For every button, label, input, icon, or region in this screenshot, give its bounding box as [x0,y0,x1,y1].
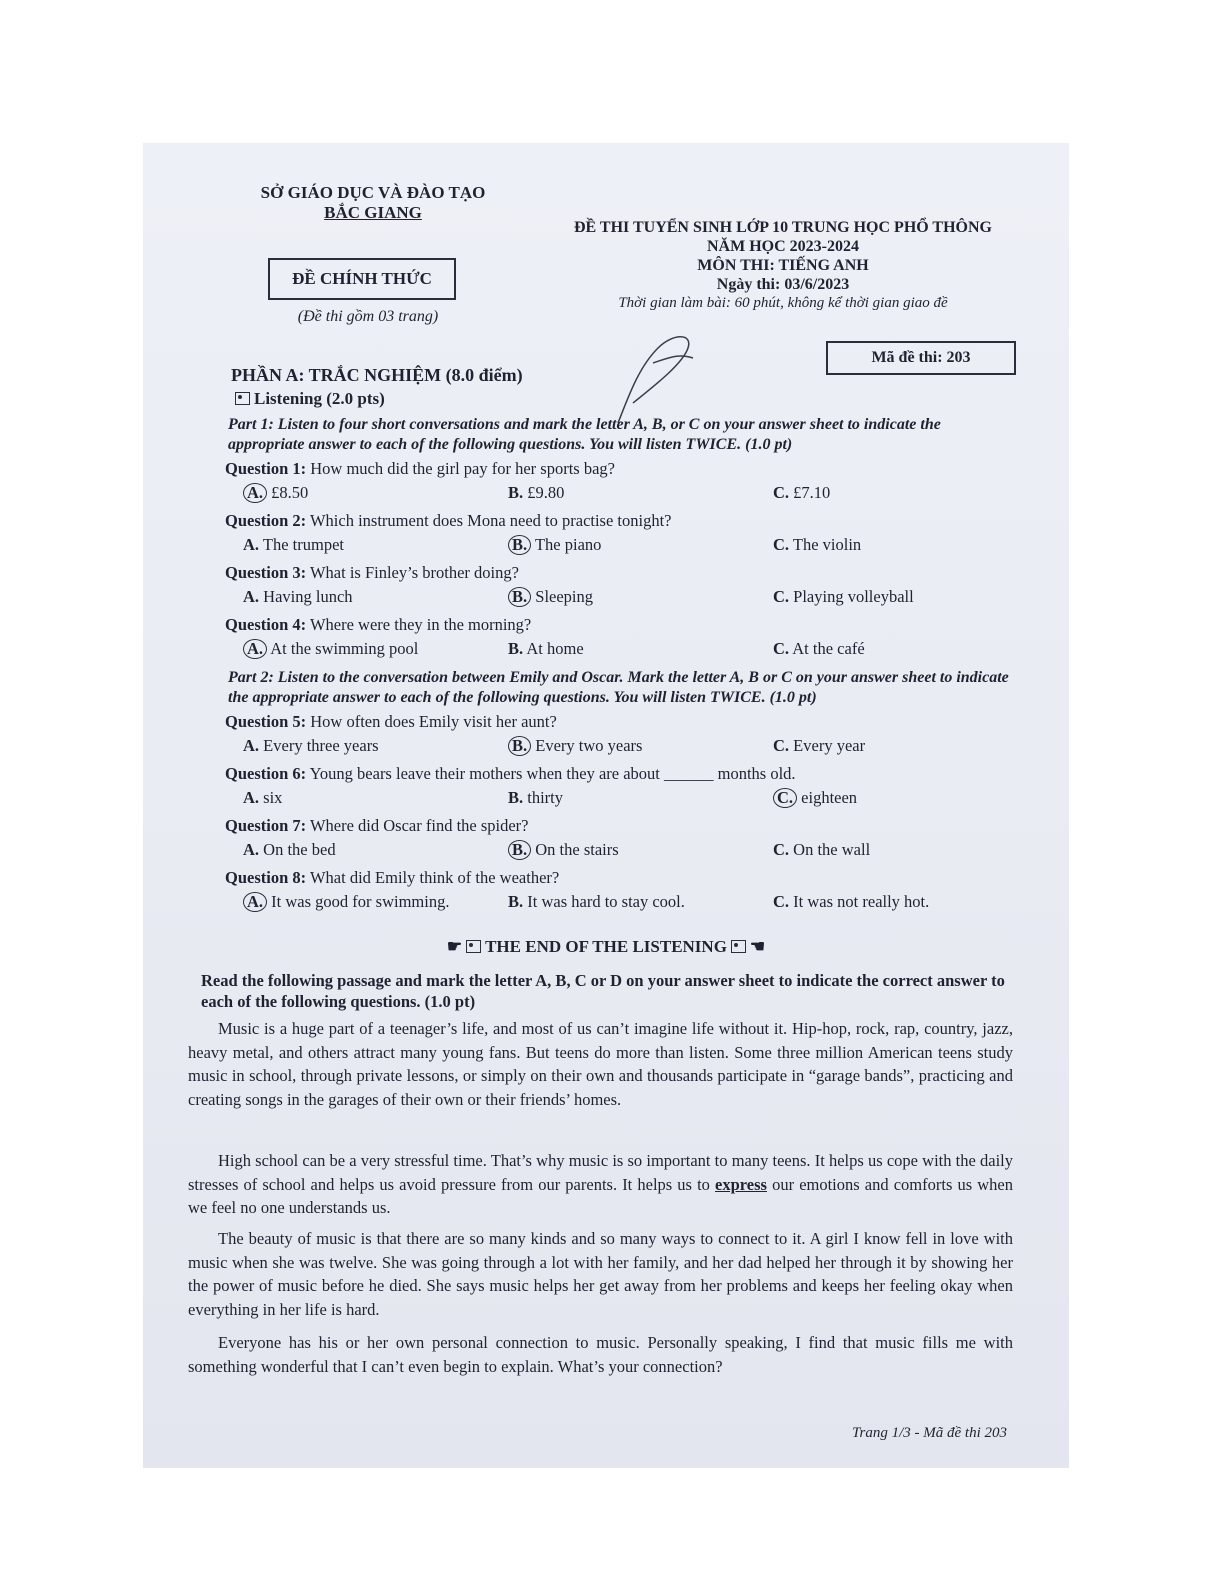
end-of-listening-text: THE END OF THE LISTENING [485,937,727,956]
option-a [243,840,336,860]
option-text: thirty [527,788,564,807]
department-header [238,183,508,223]
option-letter: C. [773,892,790,911]
circled-answer: B. [508,840,531,860]
option-text: Every two years [535,736,643,755]
option-letter: A. [243,535,260,554]
option-text: £7.10 [793,483,831,502]
option-b [508,483,564,503]
option-text: The piano [534,535,602,554]
option-c [773,736,865,756]
option-a [243,535,344,555]
question-7-options [233,840,1033,864]
school-year: NĂM HỌC 2023-2024 [707,238,859,255]
question-text: Where were they in the morning? [309,615,532,634]
question-label: Question 7: [225,816,307,835]
part2-instruction: Part 2: Listen to the conversation between Emily and Oscar. Mark the letter A, B or C on your answer sheet to indicate the appropriate answer to each of the following questions. You will listen TWICE. (1.0 pt) [228,669,1009,706]
passage-paragraph-2 [188,1149,1013,1220]
part1-instruction: Part 1: Listen to four short conversations and mark the letter A, B, or C on your answer sheet to indicate the appropriate answer to each of the following questions. You will listen TWICE. (1.0 pt) [228,416,941,453]
option-c [773,483,830,503]
question-text: Which instrument does Mona need to practise tonight? [309,511,672,530]
exam-header [533,218,1033,313]
option-a [243,639,418,659]
question-1-options [233,483,1033,507]
official-label: ĐỀ CHÍNH THỨC [268,258,456,300]
circled-answer: B. [508,587,531,607]
option-c [773,535,861,555]
question-label: Question 5: [225,712,307,731]
exam-page [143,143,1069,1468]
option-text: On the bed [263,840,336,859]
option-a [243,736,379,756]
circled-answer: A. [243,639,267,659]
question-6-options [233,788,1033,812]
pages-note: (Đề thi gồm 03 trang) [297,308,439,325]
option-a [243,587,353,607]
option-letter: C. [773,639,790,658]
option-text: At the swimming pool [270,639,419,658]
circled-answer: A. [243,892,267,912]
exam-subject: MÔN THI: TIẾNG ANH [697,257,869,274]
province-name: BẮC GIANG [324,203,422,222]
circled-answer: C. [773,788,797,808]
question-text: How much did the girl pay for her sports bag? [310,459,615,478]
option-text: At the café [792,639,865,658]
question-label: Question 6: [225,764,307,783]
option-text: eighteen [801,788,858,807]
option-b [508,639,584,659]
question-8 [225,868,1025,888]
question-text: What is Finley’s brother doing? [309,563,519,582]
option-letter: C. [773,483,790,502]
question-label: Question 1: [225,459,307,478]
question-label: Question 3: [225,563,307,582]
question-4 [225,615,1025,635]
circled-answer: A. [243,483,267,503]
option-letter: A. [243,788,260,807]
question-8-options [233,892,1033,916]
option-c [773,788,857,808]
question-5 [225,712,1025,732]
question-5-options [233,736,1033,760]
question-text: How often does Emily visit her aunt? [310,712,557,731]
option-b [508,535,601,555]
circled-answer: B. [508,535,531,555]
listening-heading [231,389,385,409]
pointing-hand-icon: ☛ [446,937,463,956]
question-1 [225,459,1025,479]
question-label: Question 8: [225,868,307,887]
option-text: six [263,788,283,807]
option-text: It was good for swimming. [271,892,450,911]
question-3 [225,563,1025,583]
option-letter: C. [773,736,790,755]
option-b [508,736,642,756]
option-letter: A. [243,840,260,859]
question-2 [225,511,1025,531]
question-label: Question 4: [225,615,307,634]
exam-code: Mã đề thi: 203 [826,341,1016,375]
option-a [243,483,308,503]
option-c [773,639,865,659]
passage-paragraph-3: The beauty of music is that there are so many kinds and so many ways to connect to it. A girl I know fell in love with music when she was twelve. She was going through a lot with her family, and her dad helped her through it by showing her the power of music before he died. She says music helps her get away from her problems and keeps her feeling okay when everything in her life is hard. [188,1229,1013,1319]
pointing-hand-icon: ☚ [749,937,766,956]
option-c [773,892,929,912]
option-letter: B. [508,892,524,911]
underlined-word: express [715,1174,767,1194]
option-letter: B. [508,788,524,807]
option-letter: A. [243,736,260,755]
passage-paragraph-1: Music is a huge part of a teenager’s life, and most of us can’t imagine life without it. Hip-hop, rock, rap, country, jazz, heavy metal, and others attract many young fans. But teens do more than listen. Some three million American teens study music in school, through private lessons, or simply on their own and thousands participate in “garage bands”, practicing and creating songs in the garages of their own or their friends’ homes. [188,1019,1013,1109]
question-text: What did Emily think of the weather? [309,868,560,887]
department-name: SỞ GIÁO DỤC VÀ ĐÀO TẠO [260,183,486,202]
question-7 [225,816,1025,836]
passage-text: High school can be a very stressful time. That’s why music is so important to many teens. It helps us cope with the daily stresses of school and helps us avoid pressure from our parents. It helps us to [188,1151,1013,1194]
option-text: Having lunch [263,587,353,606]
option-c [773,840,870,860]
option-letter: C. [773,840,790,859]
question-3-options [233,587,1033,611]
exam-title: ĐỀ THI TUYỂN SINH LỚP 10 TRUNG HỌC PHỔ THÔNG [573,219,992,236]
passage-paragraph-4: Everyone has his or her own personal connection to music. Personally speaking, I find that music fills me with something wonderful that I can’t even begin to explain. What’s your connection? [188,1333,1013,1376]
option-letter: A. [243,587,260,606]
question-4-options [233,639,1033,663]
option-text: It was hard to stay cool. [527,892,685,911]
option-text: £9.80 [527,483,565,502]
option-text: On the stairs [535,840,619,859]
question-2-options [233,535,1033,559]
question-6 [225,764,1025,784]
passage-text: our emotions and comforts us when we feel no one understands us. [188,1174,1013,1217]
exam-date: Ngày thi: 03/6/2023 [716,276,850,293]
option-letter: B. [508,639,524,658]
question-text: Young bears leave their mothers when they are about ______ months old. [309,764,796,783]
section-a-heading: PHẦN A: TRẮC NGHIỆM (8.0 điểm) [231,365,523,385]
question-text: Where did Oscar find the spider? [309,816,529,835]
circled-answer: B. [508,736,531,756]
option-text: £8.50 [271,483,309,502]
option-text: Every year [793,736,866,755]
option-text: The violin [792,535,862,554]
option-text: At home [526,639,584,658]
exam-body [143,365,1069,1468]
option-c [773,587,914,607]
option-letter: C. [773,535,790,554]
option-b [508,587,593,607]
end-of-listening [143,937,1069,957]
option-letter: B. [508,483,524,502]
option-b [508,840,619,860]
option-b [508,788,563,808]
option-text: On the wall [793,840,871,859]
option-b [508,892,685,912]
option-a [243,788,282,808]
exam-time: Thời gian làm bài: 60 phút, không kể thời gian giao đề [618,295,948,311]
speaker-icon [235,392,250,405]
option-letter: C. [773,587,790,606]
reading-instruction: Read the following passage and mark the letter A, B, C or D on your answer sheet to indicate the correct answer to each of the following questions. (1.0 pt) [201,971,1005,1011]
speaker-icon [731,940,746,953]
option-a [243,892,449,912]
option-text: Playing volleyball [793,587,914,606]
question-label: Question 2: [225,511,307,530]
speaker-icon [466,940,481,953]
listening-heading-text: Listening (2.0 pts) [254,389,385,408]
option-text: It was not really hot. [793,892,930,911]
option-text: The trumpet [262,535,344,554]
page-footer: Trang 1/3 - Mã đề thi 203 [851,1425,1007,1441]
option-text: Sleeping [535,587,594,606]
option-text: Every three years [263,736,379,755]
